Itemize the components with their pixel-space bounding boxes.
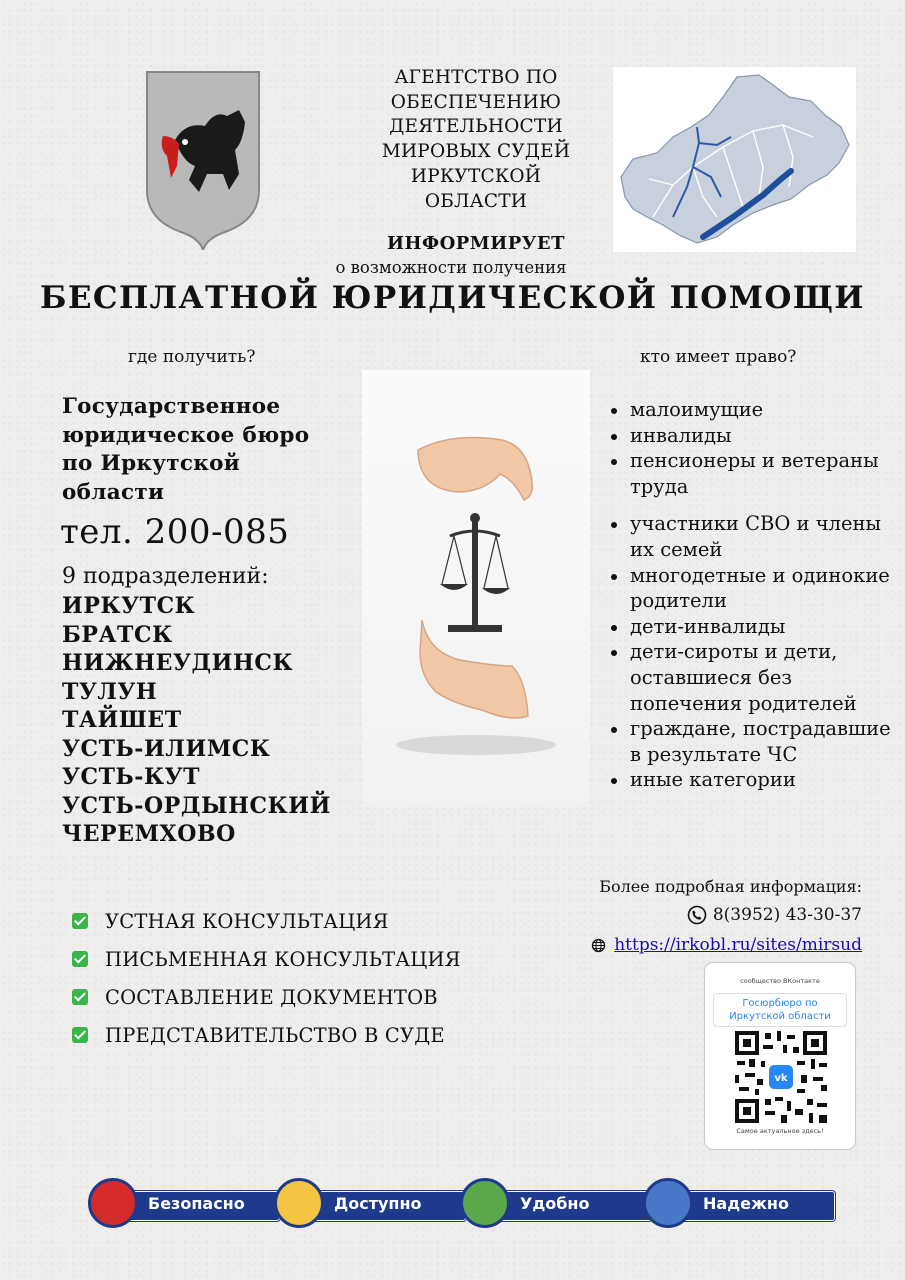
eligible-item: малоимущие <box>608 397 898 423</box>
check-icon <box>72 989 88 1005</box>
city-item: УСТЬ-КУТ <box>62 764 201 790</box>
bureau-line: Государственное <box>62 394 281 419</box>
service-item <box>72 1016 461 1054</box>
eligible-item: граждане, пострадавшие в результате ЧС <box>608 716 898 767</box>
who-question: кто имеет право? <box>640 347 797 367</box>
city-item: УСТЬ-ОРДЫНСКИЙ <box>62 792 332 819</box>
bureau-line: области <box>62 479 165 505</box>
phone-icon <box>687 905 707 925</box>
svg-text:vk: vk <box>774 1073 788 1084</box>
thumbs-up-icon <box>643 1178 693 1228</box>
qr-title-line: Госюрбюро по <box>742 998 818 1009</box>
qr-code-icon <box>735 1031 827 1123</box>
upper-hand-icon <box>418 438 532 500</box>
informs-heading: ИНФОРМИРУЕТ <box>387 233 565 254</box>
contact-phone-row <box>560 905 862 925</box>
contact-phone: 8(3952) 43-30-37 <box>712 905 862 925</box>
eligible-item: участники СВО и члены их семей <box>608 511 898 562</box>
eligible-list <box>608 397 898 793</box>
check-icon <box>72 951 88 967</box>
coat-of-arms-image <box>145 70 261 250</box>
badge-label: Безопасно <box>148 1194 245 1213</box>
agency-name <box>360 66 592 214</box>
city-item: ИРКУТСК <box>62 593 196 619</box>
city-item: УСТЬ-ИЛИМСК <box>62 735 271 762</box>
services-list <box>72 902 461 1054</box>
service-item <box>72 978 461 1016</box>
qr-title-line: Иркутской области <box>729 1011 831 1022</box>
house-key-icon <box>460 1178 510 1228</box>
check-icon <box>72 913 88 929</box>
city-item: ЧЕРЕМХОВО <box>62 821 236 847</box>
website-link[interactable]: https://irkobl.ru/sites/mirsud <box>614 935 862 955</box>
justice-illustration <box>362 370 590 807</box>
qr-card-footer: Самое актуальное здесь! <box>736 1127 824 1135</box>
badge-label: Доступно <box>334 1194 422 1213</box>
eligible-item: иные категории <box>608 767 898 793</box>
agency-line: МИРОВЫХ СУДЕЙ <box>381 141 571 163</box>
check-icon <box>72 1027 88 1043</box>
eligible-item: пенсионеры и ветераны труда <box>608 448 898 499</box>
bureau-line: по Иркутской <box>62 451 241 477</box>
lower-hand-icon <box>420 620 528 718</box>
bureau-phone: тел. 200-085 <box>60 512 290 552</box>
main-headline: БЕСПЛАТНОЙ ЮРИДИЧЕСКОЙ ПОМОЩИ <box>40 280 865 316</box>
cities-list <box>62 592 331 849</box>
agency-line: АГЕНТСТВО ПО <box>394 67 558 88</box>
more-info-label: Более подробная информация: <box>599 877 862 896</box>
bureau-name <box>62 393 342 507</box>
agency-line: ДЕЯТЕЛЬНОСТИ <box>389 116 563 138</box>
people-icon <box>274 1178 324 1228</box>
agency-line: ОБЛАСТИ <box>424 190 528 212</box>
eligible-item: дети-инвалиды <box>608 614 898 640</box>
region-map <box>613 67 856 252</box>
city-item: ТУЛУН <box>62 678 158 705</box>
agency-line: ИРКУТСКОЙ <box>410 165 542 187</box>
eligible-item: многодетные и одинокие родители <box>608 563 898 614</box>
city-item: ТАЙШЕТ <box>62 707 182 733</box>
scales-icon <box>440 513 510 632</box>
city-item: БРАТСК <box>62 621 173 648</box>
globe-icon <box>591 938 606 953</box>
where-question: где получить? <box>128 347 256 367</box>
possibility-subtitle: о возможности получения <box>335 258 567 277</box>
service-label: СОСТАВЛЕНИЕ ДОКУМЕНТОВ <box>105 985 438 1009</box>
units-count: 9 подразделений: <box>62 564 269 589</box>
badge-label: Надежно <box>703 1194 789 1213</box>
service-label: УСТНАЯ КОНСУЛЬТАЦИЯ <box>105 909 389 933</box>
service-item <box>72 902 461 940</box>
qr-card-title <box>713 993 847 1027</box>
stop-hand-icon <box>88 1178 138 1228</box>
bureau-line: юридическое бюро <box>62 422 310 448</box>
service-item <box>72 940 461 978</box>
benefits-banner <box>88 1174 833 1234</box>
vk-qr-card[interactable] <box>705 963 855 1149</box>
service-label: ПРЕДСТАВИТЕЛЬСТВО В СУДЕ <box>105 1023 445 1047</box>
eligible-item: инвалиды <box>608 423 898 449</box>
city-item: НИЖНЕУДИНСК <box>62 650 294 676</box>
agency-line: ОБЕСПЕЧЕНИЮ <box>390 91 562 113</box>
service-label: ПИСЬМЕННАЯ КОНСУЛЬТАЦИЯ <box>105 947 461 971</box>
qr-card-caption: сообщество ВКонтакте <box>740 977 820 985</box>
eligible-item: дети-сироты и дети, оставшиеся без попечения родителей <box>608 639 898 716</box>
website-row <box>555 935 862 955</box>
badge-label: Удобно <box>520 1194 590 1213</box>
